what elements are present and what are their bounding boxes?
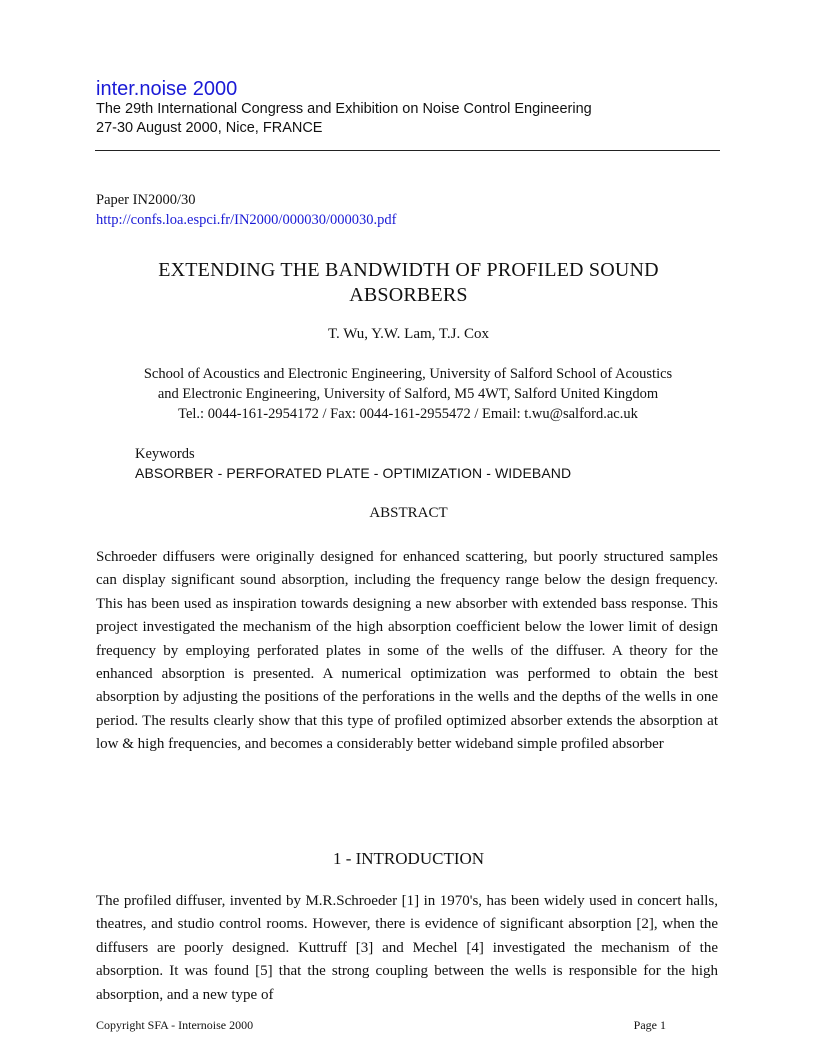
keywords-label: Keywords <box>135 446 195 462</box>
footer-page-number: Page 1 <box>633 1018 666 1032</box>
introduction-text: The profiled diffuser, invented by M.R.Schroeder [1] in 1970's, has been widely used in concert halls, theatres, and studio control rooms. However, there is evidence of significant absorption [2], when the diffusers are poorly designed. Kuttruff [3] and Mechel [4] investigated the mechanism of the absorption. It was found [5] that the strong coupling between the wells is responsible for the high absorption, and a new type of <box>96 893 718 1003</box>
title-line-1: EXTENDING THE BANDWIDTH OF PROFILED SOUND <box>158 259 659 281</box>
header-divider <box>95 150 720 151</box>
footer-copyright: Copyright SFA - Internoise 2000 <box>96 1018 254 1032</box>
keywords-block <box>135 445 571 483</box>
title-line-2: ABSORBERS <box>349 284 468 306</box>
affiliation-line-2: and Electronic Engineering, University of Salford, M5 4WT, Salford United Kingdom <box>157 386 659 402</box>
introduction-heading: 1 - INTRODUCTION <box>332 849 485 868</box>
affiliation-line-1: School of Acoustics and Electronic Engineering, University of Salford School of Acoustics <box>143 366 673 382</box>
paper-id: Paper IN2000/30 <box>96 192 196 208</box>
congress-title: The 29th International Congress and Exhibition on Noise Control Engineering <box>96 101 592 117</box>
paper-url-link[interactable]: http://confs.loa.espci.fr/IN2000/000030/000030.pdf <box>96 212 397 228</box>
keywords-list: ABSORBER - PERFORATED PLATE - OPTIMIZATION - WIDEBAND <box>135 465 572 481</box>
paper-title <box>96 258 721 308</box>
affiliation <box>90 364 726 424</box>
authors: T. Wu, Y.W. Lam, T.J. Cox <box>327 326 490 342</box>
conference-name: inter.noise 2000 <box>96 78 238 100</box>
abstract-text: Schroeder diffusers were originally designed for enhanced scattering, but poorly structured samples can display significant sound absorption, including the frequency range below the design frequency. This has been used as inspiration towards designing a new absorber with extended bass response. This project investigated the mechanism of the high absorption coefficient below the lower limit of design frequency by employing perforated plates in some of the wells of the diffuser. A theory for the enhanced absorption is presented. A numerical optimization was performed to obtain the best absorption by adjusting the positions of the perforations in the wells and the depths of the wells in one period. The results clearly show that this type of profiled optimized absorber extends the absorption at low & high frequencies, and becomes a considerably better wideband simple profiled absorber <box>96 549 718 753</box>
paper-reference <box>96 190 396 230</box>
abstract-heading: ABSTRACT <box>369 505 448 521</box>
conference-header <box>96 78 721 138</box>
conference-dates-location: 27-30 August 2000, Nice, FRANCE <box>96 120 323 136</box>
contact-line: Tel.: 0044-161-2954172 / Fax: 0044-161-2955472 / Email: t.wu@salford.ac.uk <box>178 406 638 422</box>
